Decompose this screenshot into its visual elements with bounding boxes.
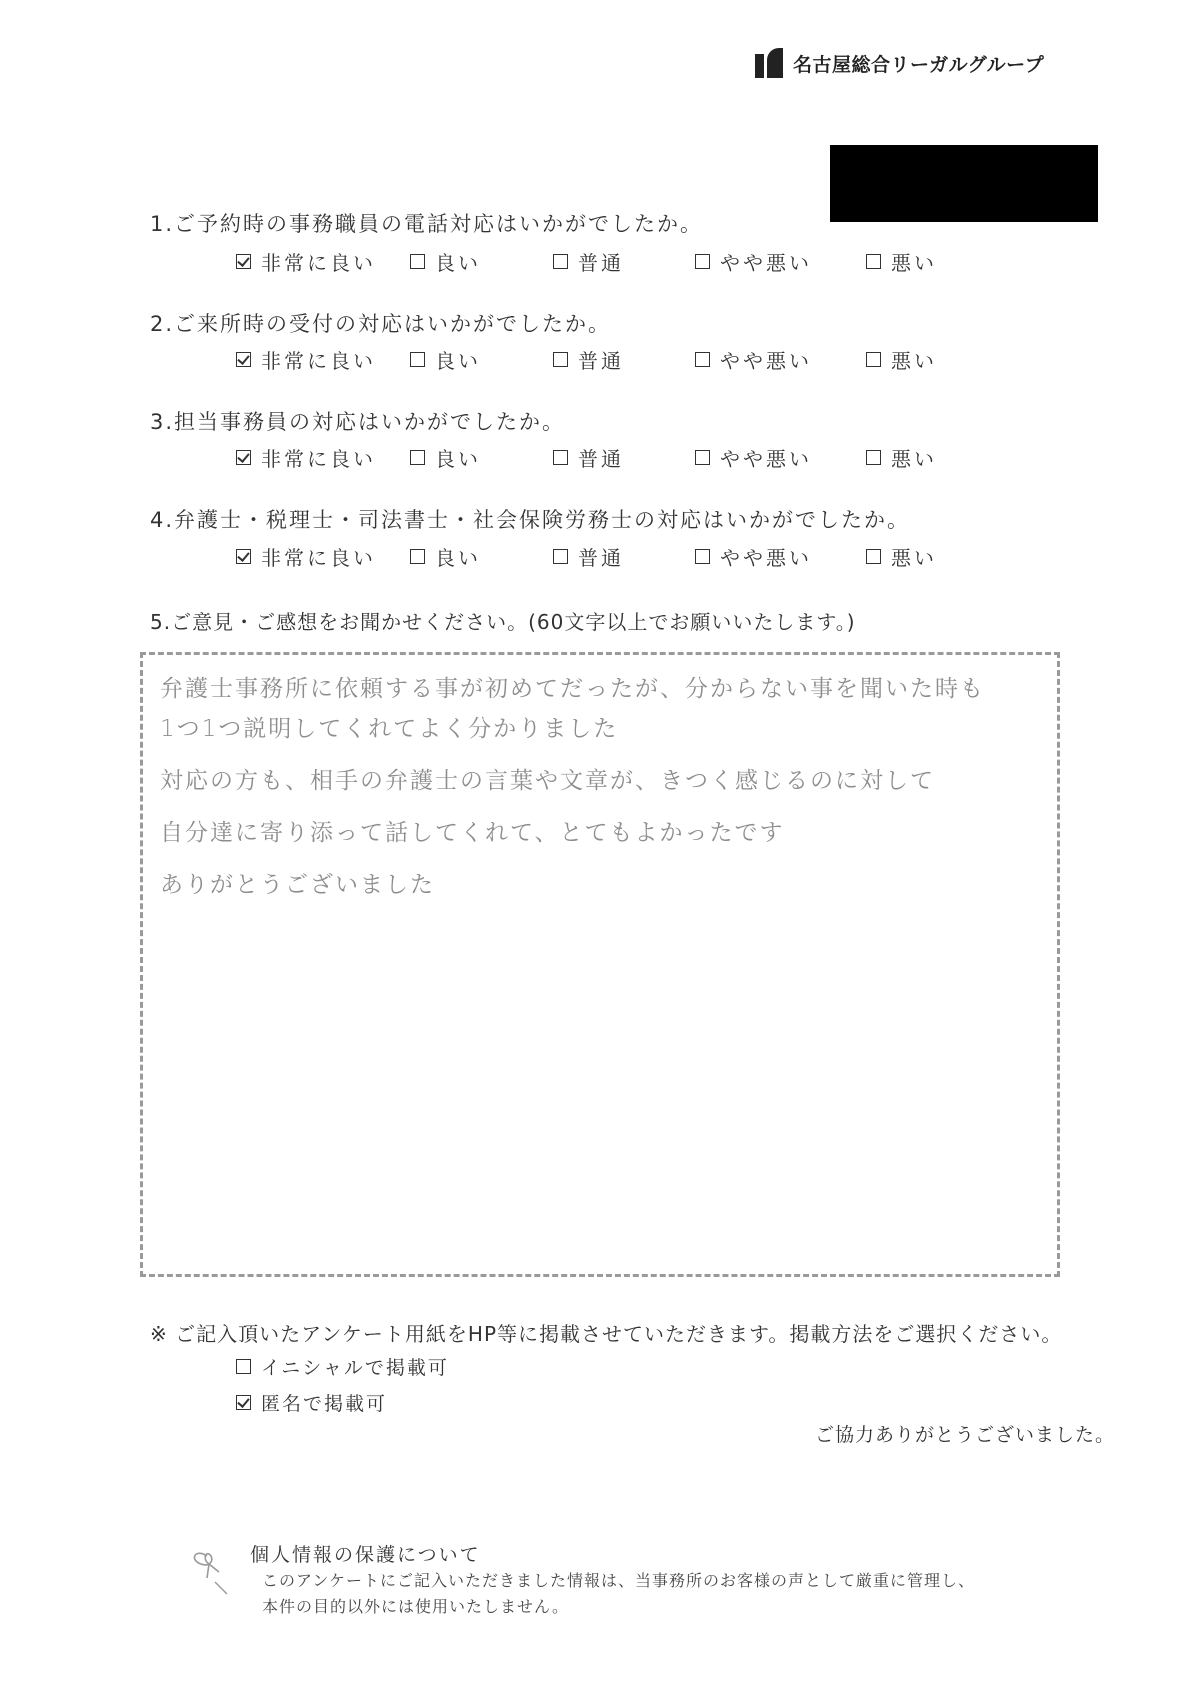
ribbon-icon [185, 1538, 245, 1598]
privacy-body-line-1: このアンケートにご記入いただきました情報は、当事務所のお客様の声として厳重に管理し、 [262, 1571, 976, 1590]
q4-option-normal[interactable]: 普通 [553, 542, 624, 571]
logo-text: 名古屋総合リーガルグループ [793, 53, 1045, 76]
checkbox-checked-icon[interactable] [236, 1395, 251, 1410]
q1-option-good[interactable]: 良い [410, 247, 481, 276]
comment-line-1: 弁護士事務所に依頼する事が初めてだったが、分からない事を聞いた時も [160, 676, 985, 702]
publication-notice: ※ ご記入頂いたアンケート用紙をHP等に掲載させていただきます。掲載方法をご選択ください。 [150, 1322, 1063, 1346]
thanks-message: ご協力ありがとうございました。 [815, 1424, 1116, 1446]
q3-option-very-good[interactable]: 非常に良い [236, 443, 376, 472]
logo-mark-icon [755, 48, 785, 78]
question-3-label: 3.担当事務員の対応はいかがでしたか。 [150, 410, 566, 434]
q2-option-somewhat-bad[interactable]: やや悪い [695, 345, 812, 374]
q3-option-good[interactable]: 良い [410, 443, 481, 472]
checkbox-icon[interactable] [553, 352, 568, 367]
q4-option-very-good[interactable]: 非常に良い [236, 542, 376, 571]
comment-textarea[interactable] [140, 652, 1060, 1277]
q4-option-bad[interactable]: 悪い [866, 542, 937, 571]
comment-line-3: 対応の方も、相手の弁護士の言葉や文章が、きつく感じるのに対して [160, 768, 935, 794]
q2-option-very-good[interactable]: 非常に良い [236, 345, 376, 374]
checkbox-icon[interactable] [410, 450, 425, 465]
checkbox-icon[interactable] [553, 549, 568, 564]
checkbox-checked-icon[interactable] [236, 450, 251, 465]
checkbox-icon[interactable] [553, 450, 568, 465]
question-1-label: 1.ご予約時の事務職員の電話対応はいかがでしたか。 [150, 212, 704, 236]
checkbox-checked-icon[interactable] [236, 352, 251, 367]
q4-option-good[interactable]: 良い [410, 542, 481, 571]
checkbox-checked-icon[interactable] [236, 549, 251, 564]
checkbox-icon[interactable] [410, 254, 425, 269]
question-2-label: 2.ご来所時の受付の対応はいかがでしたか。 [150, 312, 612, 336]
q1-option-somewhat-bad[interactable]: やや悪い [695, 247, 812, 276]
publish-option-initials[interactable]: イニシャルで掲載可 [236, 1353, 449, 1380]
q3-option-normal[interactable]: 普通 [553, 443, 624, 472]
checkbox-icon[interactable] [695, 352, 710, 367]
comment-line-5: ありがとうございました [160, 872, 435, 898]
q2-option-bad[interactable]: 悪い [866, 345, 937, 374]
checkbox-icon[interactable] [553, 254, 568, 269]
q3-option-bad[interactable]: 悪い [866, 443, 937, 472]
checkbox-icon[interactable] [410, 352, 425, 367]
checkbox-icon[interactable] [410, 549, 425, 564]
privacy-title: 個人情報の保護について [250, 1544, 481, 1566]
q1-option-very-good[interactable]: 非常に良い [236, 247, 376, 276]
checkbox-icon[interactable] [866, 352, 881, 367]
comment-line-4: 自分達に寄り添って話してくれて、とてもよかったです [160, 820, 785, 846]
checkbox-icon[interactable] [866, 254, 881, 269]
redacted-name-block [830, 145, 1098, 222]
checkbox-icon[interactable] [236, 1359, 251, 1374]
privacy-body-line-2: 本件の目的以外には使用いたしません。 [262, 1597, 569, 1616]
question-5-label: 5.ご意見・ご感想をお聞かせください。(60文字以上でお願いいたします。) [150, 610, 856, 634]
checkbox-icon[interactable] [695, 549, 710, 564]
q3-option-somewhat-bad[interactable]: やや悪い [695, 443, 812, 472]
checkbox-icon[interactable] [695, 450, 710, 465]
q4-option-somewhat-bad[interactable]: やや悪い [695, 542, 812, 571]
question-4-label: 4.弁護士・税理士・司法書士・社会保険労務士の対応はいかがでしたか。 [150, 508, 911, 532]
q1-option-normal[interactable]: 普通 [553, 247, 624, 276]
checkbox-icon[interactable] [866, 450, 881, 465]
checkbox-icon[interactable] [866, 549, 881, 564]
q2-option-good[interactable]: 良い [410, 345, 481, 374]
company-logo [755, 46, 1044, 80]
checkbox-icon[interactable] [695, 254, 710, 269]
q1-option-bad[interactable]: 悪い [866, 247, 937, 276]
checkbox-checked-icon[interactable] [236, 254, 251, 269]
q2-option-normal[interactable]: 普通 [553, 345, 624, 374]
publish-option-anonymous[interactable]: 匿名で掲載可 [236, 1389, 387, 1416]
comment-line-2: 1つ1つ説明してくれてよく分かりました [160, 716, 619, 742]
